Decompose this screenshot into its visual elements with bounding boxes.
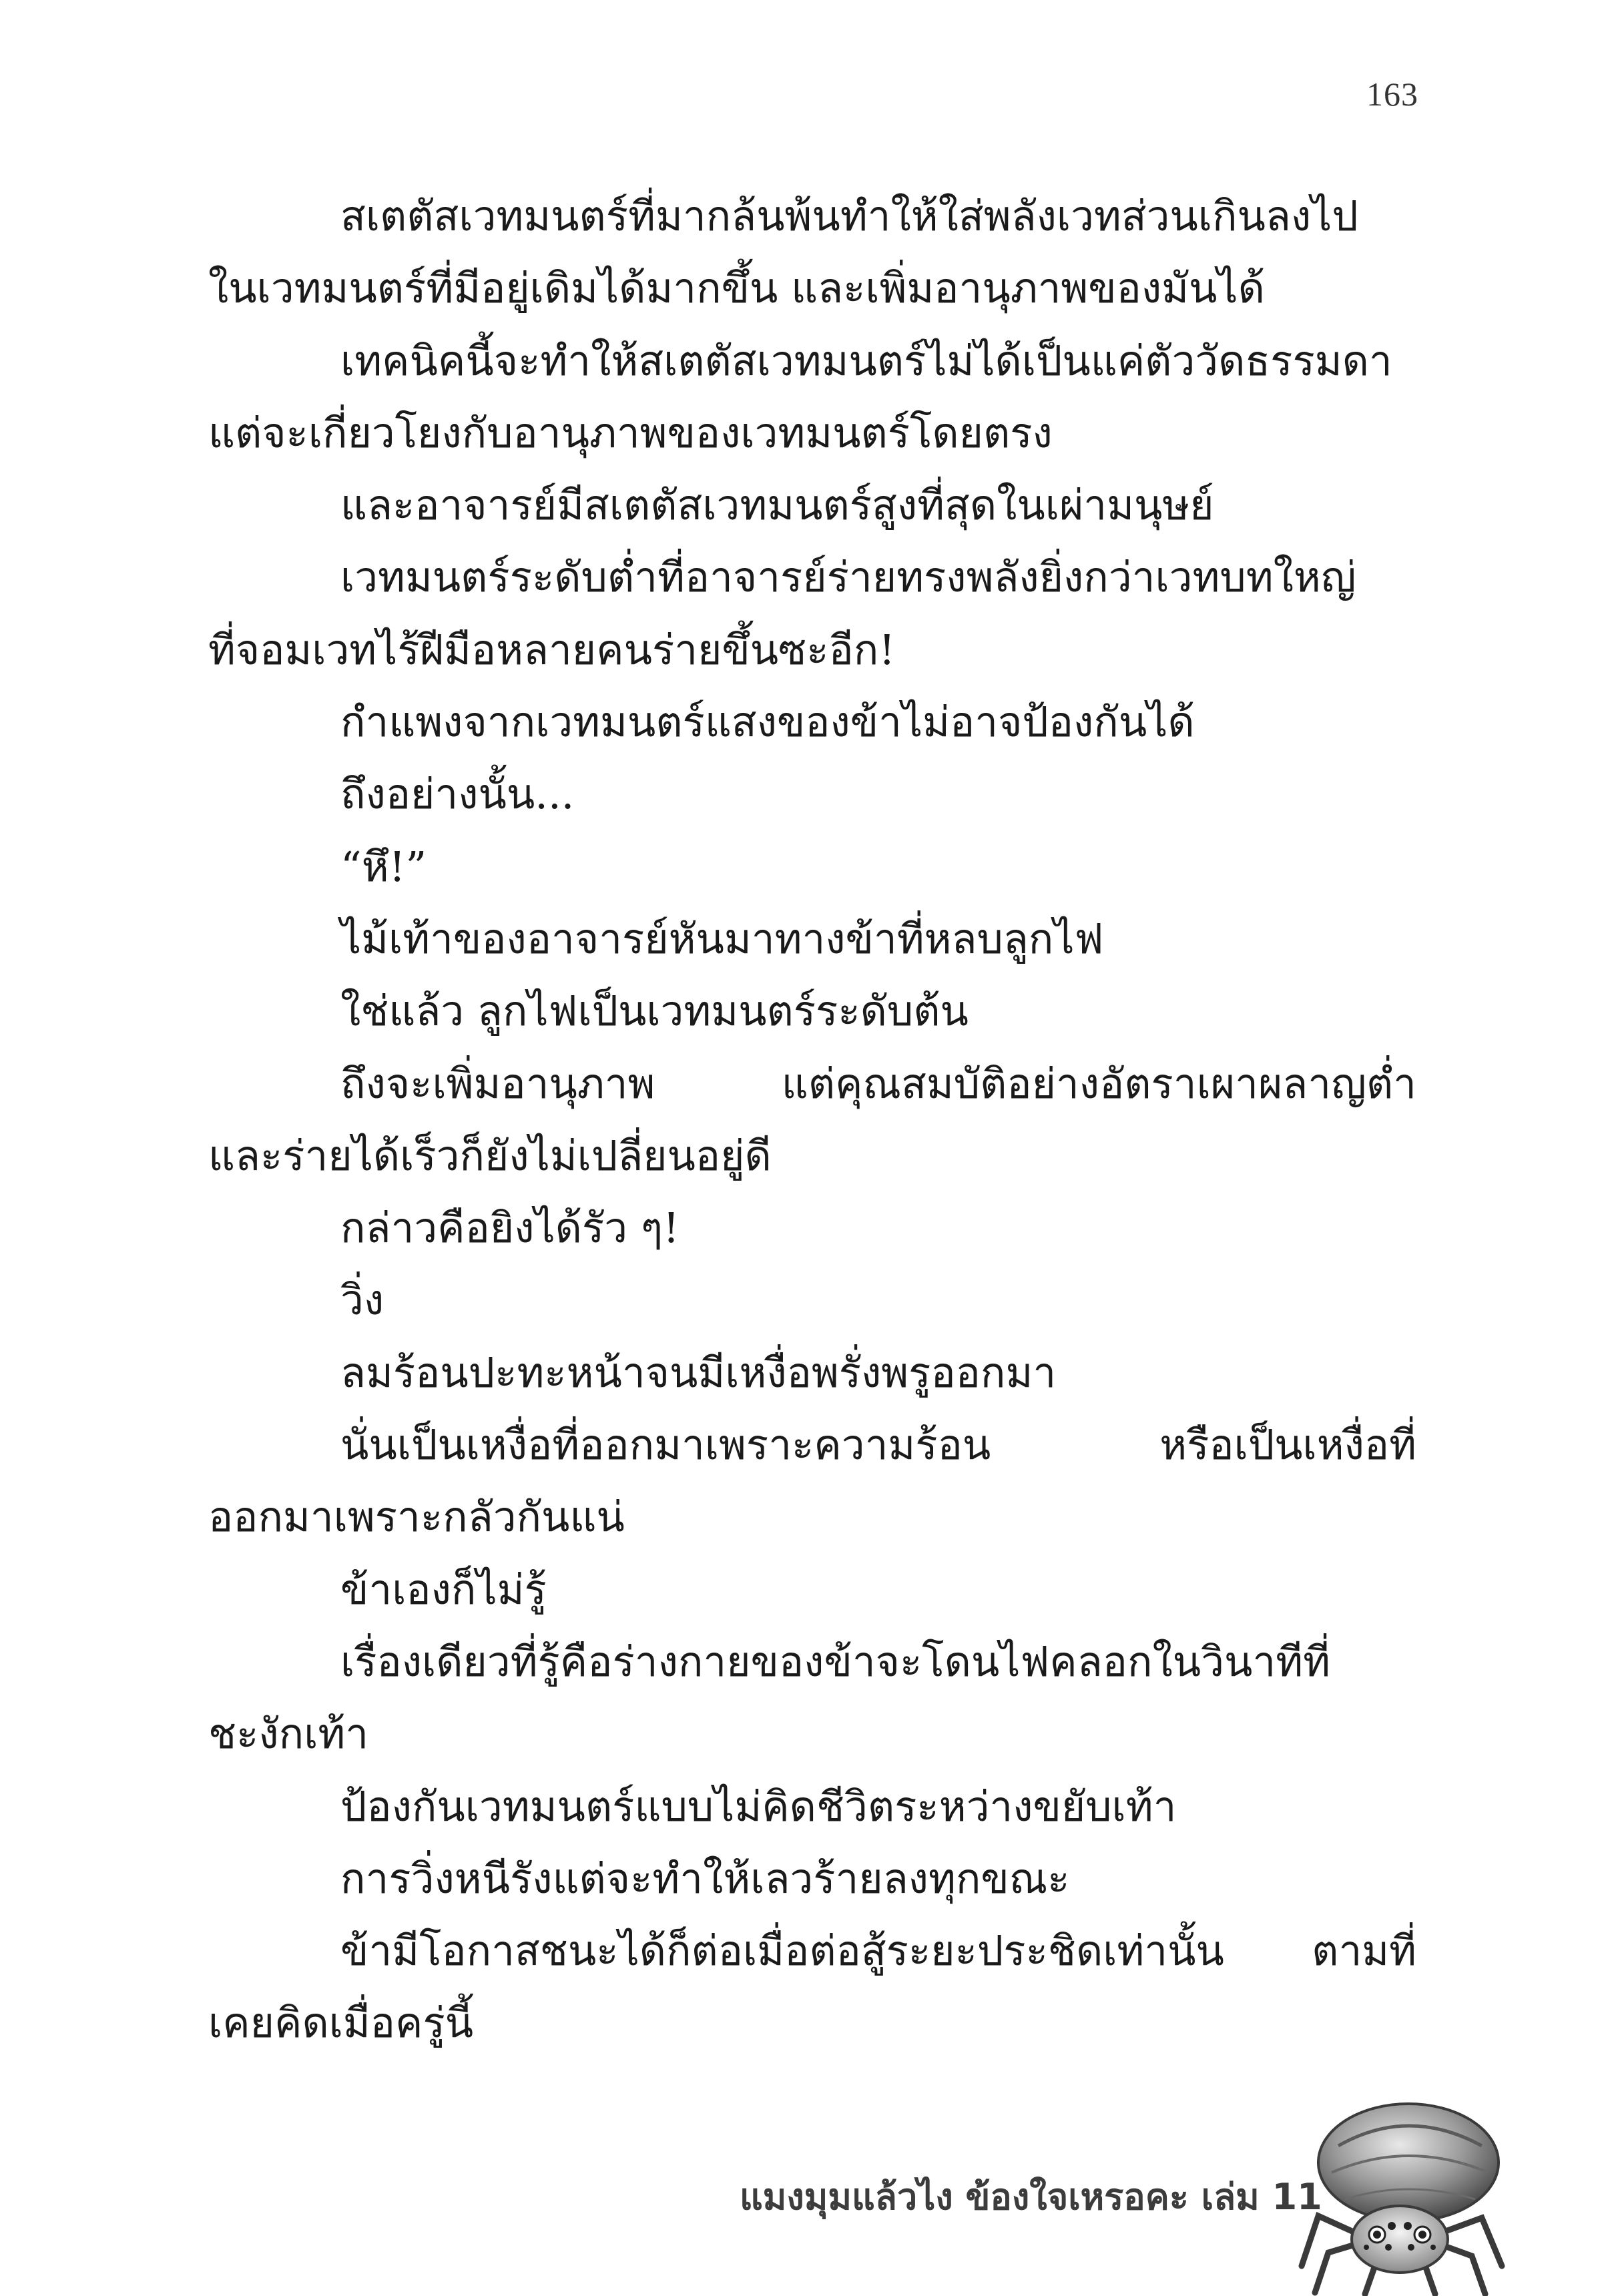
text-line: ป้องกันเวทมนตร์แบบไม่คิดชีวิตระหว่างขยับเท้า	[340, 1781, 1177, 1831]
text-line: ข้าเองก็ไม่รู้	[340, 1564, 547, 1614]
text-line: ไม้เท้าของอาจารย์หันมาทางข้าที่หลบลูกไฟ	[340, 914, 1104, 963]
text-line: ออกมาเพราะกลัวกันแน่	[208, 1492, 625, 1542]
text-line: ข้ามีโอกาสชนะได้ก็ต่อเมื่อต่อสู้ระยะประชิดเท่านั้น ตามที่	[340, 1926, 1416, 1976]
text-line: ที่จอมเวทไร้ฝีมือหลายคนร่ายขึ้นซะอีก!	[208, 625, 896, 674]
text-line: เคยคิดเมื่อครู่นี้	[208, 1998, 474, 2048]
text-line: เรื่องเดียวที่รู้คือร่างกายของข้าจะโดนไฟคลอกในวินาทีที่	[340, 1637, 1330, 1686]
text-line: ชะงักเท้า	[208, 1709, 369, 1759]
text-line: “หึ!”	[340, 842, 427, 891]
text-line: ลมร้อนปะทะหน้าจนมีเหงื่อพรั่งพรูออกมา	[340, 1348, 1057, 1397]
text-line: ถึงจะเพิ่มอานุภาพ แต่คุณสมบัติอย่างอัตราเผาผลาญต่ำ	[340, 1059, 1416, 1108]
body-text	[208, 180, 1416, 2060]
text-line: เทคนิคนี้จะทำให้สเตตัสเวทมนตร์ไม่ได้เป็นแค่ตัววัดธรรมดา	[340, 336, 1392, 385]
text-line: ใช่แล้ว ลูกไฟเป็นเวทมนตร์ระดับต้น	[340, 986, 969, 1036]
spider-mascot-icon	[1292, 2099, 1512, 2296]
text-line: วิ่ง	[340, 1275, 384, 1325]
page-number: 163	[1366, 75, 1418, 113]
running-footer-title: แมงมุมแล้วไง ข้องใจเหรอคะ เล่ม 11	[740, 2176, 1322, 2218]
text-line: และอาจารย์มีสเตตัสเวทมนตร์สูงที่สุดในเผ่ามนุษย์	[340, 481, 1214, 530]
text-line: นั่นเป็นเหงื่อที่ออกมาเพราะความร้อน หรือเป็นเหงื่อที่	[340, 1420, 1416, 1470]
text-line: กำแพงจากเวทมนตร์แสงของข้าไม่อาจป้องกันได้	[340, 697, 1195, 747]
text-line: การวิ่งหนีรังแต่จะทำให้เลวร้ายลงทุกขณะ	[340, 1853, 1070, 1903]
text-line: กล่าวคือยิงได้รัว ๆ!	[340, 1203, 680, 1253]
text-line: เวทมนตร์ระดับต่ำที่อาจารย์ร่ายทรงพลังยิ่งกว่าเวทบทใหญ่	[340, 553, 1356, 602]
text-line: สเตตัสเวทมนตร์ที่มากล้นพ้นทำให้ใส่พลังเวทส่วนเกินลงไป	[340, 192, 1358, 240]
text-line: ถึงอย่างนั้น...	[340, 770, 575, 819]
text-line: และร่ายได้เร็วก็ยังไม่เปลี่ยนอยู่ดี	[208, 1131, 772, 1180]
text-line: แต่จะเกี่ยวโยงกับอานุภาพของเวทมนตร์โดยตรง	[208, 408, 1053, 457]
text-line: ในเวทมนตร์ที่มีอยู่เดิมได้มากขึ้น และเพิ่มอานุภาพของมันได้	[208, 264, 1265, 313]
